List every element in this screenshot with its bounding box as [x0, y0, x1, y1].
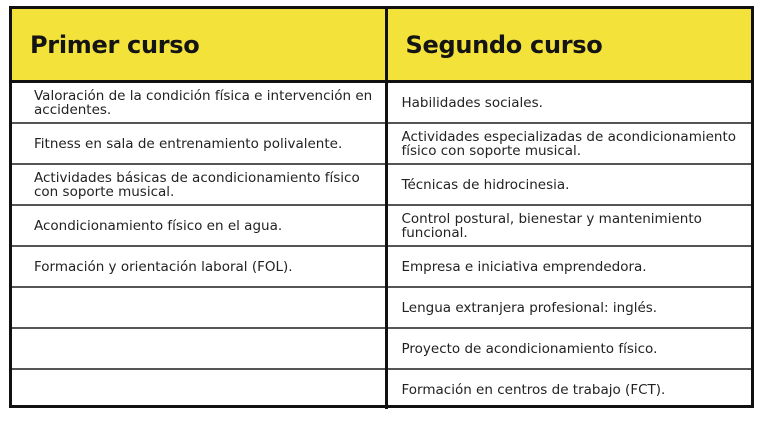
primer-curso-cell-empty [12, 369, 386, 409]
segundo-curso-cell: Actividades especializadas de acondicionamiento físico con soporte musical. [386, 123, 751, 164]
segundo-curso-cell: Control postural, bienestar y mantenimiento funcional. [386, 205, 751, 246]
segundo-curso-cell: Proyecto de acondicionamiento físico. [386, 328, 751, 369]
primer-curso-cell-empty [12, 287, 386, 328]
table-row [12, 164, 751, 205]
primer-curso-cell-empty [12, 328, 386, 369]
primer-curso-cell: Valoración de la condición física e intervención en accidentes. [12, 82, 386, 124]
header-segundo-curso: Segundo curso [386, 9, 751, 82]
primer-curso-cell: Actividades básicas de acondicionamiento físico con soporte musical. [12, 164, 386, 205]
table-row [12, 205, 751, 246]
table-row [12, 123, 751, 164]
table-row [12, 369, 751, 409]
table-header-row [12, 9, 751, 82]
header-primer-curso: Primer curso [12, 9, 386, 82]
segundo-curso-cell: Habilidades sociales. [386, 82, 751, 124]
segundo-curso-cell: Formación en centros de trabajo (FCT). [401, 381, 666, 398]
course-table-container [9, 6, 754, 408]
segundo-curso-cell: Empresa e iniciativa emprendedora. [386, 246, 751, 287]
table-row [12, 82, 751, 124]
course-table [12, 9, 751, 409]
table-row [12, 287, 751, 328]
primer-curso-cell: Fitness en sala de entrenamiento polivalente. [12, 123, 386, 164]
primer-curso-cell: Formación y orientación laboral (FOL). [12, 246, 386, 287]
segundo-curso-cell: Lengua extranjera profesional: inglés. [386, 287, 751, 328]
segundo-curso-cell: Técnicas de hidrocinesia. [386, 164, 751, 205]
table-row [12, 246, 751, 287]
table-row [12, 328, 751, 369]
primer-curso-cell: Acondicionamiento físico en el agua. [12, 205, 386, 246]
